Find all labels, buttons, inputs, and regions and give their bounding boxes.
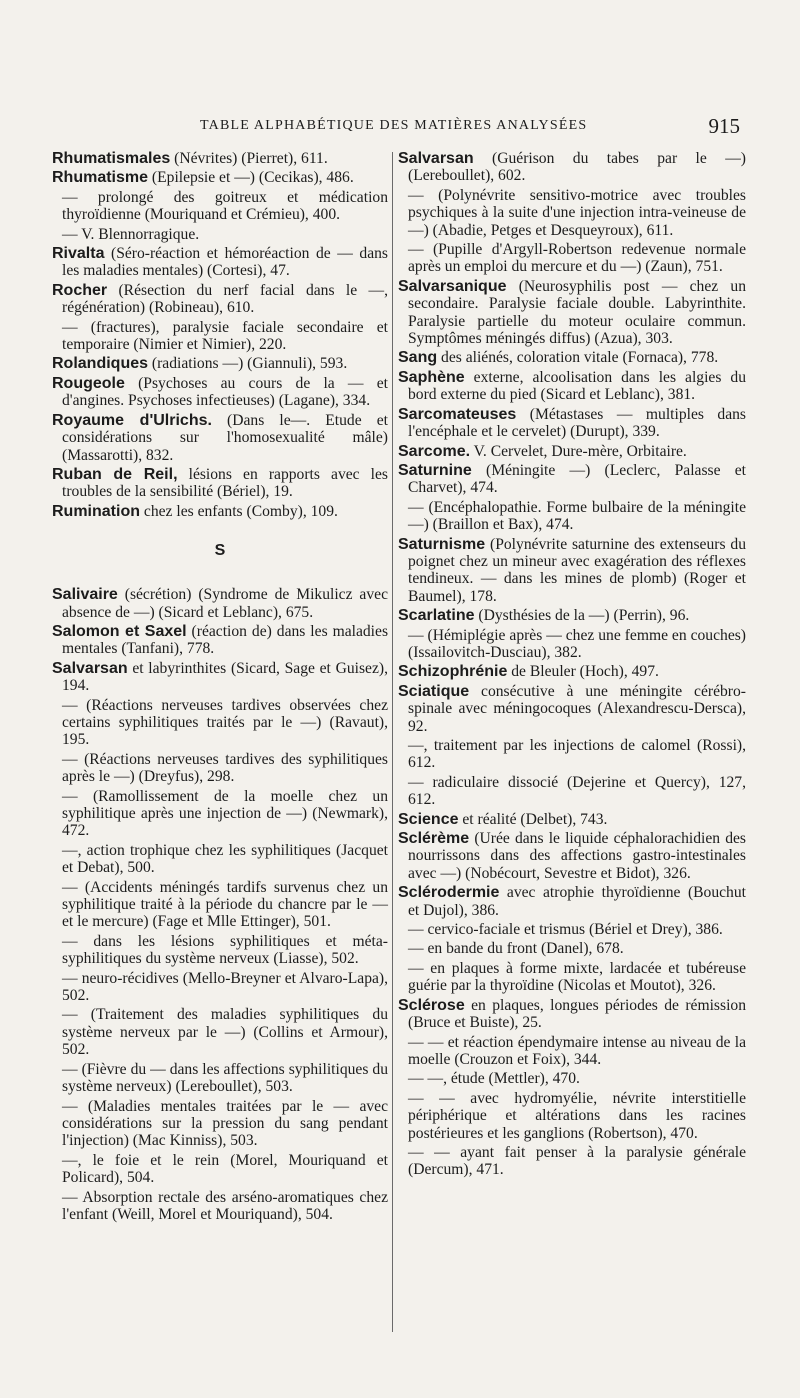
index-entry (398, 1144, 746, 1179)
entry-text: (Séro-réaction et hémoréaction de — dans les maladies mentales) (Cortesi), 47. (62, 245, 388, 280)
index-entry (398, 369, 746, 404)
entry-text: (Urée dans le liquide céphalorachidien des nourrissons dans des affections gastro-intestinales avec —) (Nobécourt, Sevestre et Bidot), 326. (408, 830, 746, 882)
index-entry (398, 884, 746, 919)
entry-text: — (Accidents méningés tardifs survenus chez un syphilitique traité à la période du chancre par le — et le mercure) (Fage et Mlle Ettinger), 501. (62, 878, 388, 931)
entry-headword: Science (398, 810, 459, 828)
entry-text: — (Maladies mentales traitées par le — avec considérations sur la pression du sang pendant l'injection) (Mac Kinniss), 503. (62, 1097, 388, 1150)
entry-text: et labyrinthites (Sicard, Sage et Guisez), 194. (62, 659, 388, 695)
index-entry (398, 349, 746, 366)
entry-text: (Résection du nerf facial dans le —, régénération) (Robineau), 610. (62, 281, 388, 317)
entry-text: V. Cervelet, Dure-mère, Orbitaire. (470, 442, 687, 460)
entry-text: de Bleuler (Hoch), 497. (507, 663, 659, 681)
entry-text: (radiations —) (Giannuli), 593. (148, 355, 348, 373)
index-entry (52, 751, 388, 786)
index-entry (52, 842, 388, 877)
entry-text: — (Réactions nerveuses tardives des syphilitiques après le —) (Dreyfus), 298. (62, 750, 388, 786)
index-entry (398, 627, 746, 662)
entry-headword: Salomon et Saxel (52, 622, 187, 640)
entry-text: consécutive à une méningite cérébro-spinale avec méningocoques (Alexandrescu-Dersca), 92. (408, 682, 746, 735)
entry-text: —, traitement par les injections de calomel (Rossi), 612. (408, 737, 746, 772)
index-entry (398, 462, 746, 497)
entry-text: lésions en rapports avec les troubles de la sensibilité (Bériel), 19. (62, 465, 388, 501)
entry-text: (Polynévrite saturnine des extenseurs du poignet chez un mineur avec exagération des réflexes tendineux. — dans les mines de plomb) (Roger et Baumel), 178. (408, 535, 746, 605)
entry-headword: Salvarsan (398, 150, 474, 167)
index-entry (52, 1006, 388, 1058)
entry-text: — (Fièvre du — dans les affections syphilitiques du système nerveux) (Lereboullet), 503. (62, 1060, 388, 1096)
entry-text: (réaction de) dans les maladies mentales (Tanfani), 778. (62, 622, 389, 658)
entry-headword: Sclérème (398, 830, 470, 848)
index-entry (52, 503, 388, 520)
right-column (398, 150, 746, 1181)
index-entry (398, 150, 746, 185)
entry-text: (Dysthésies de la —) (Perrin), 96. (474, 607, 690, 625)
entry-text: — — et réaction épendymaire intense au niveau de la moelle (Crouzon et Foix), 344. (408, 1033, 746, 1068)
entry-headword: Sclérodermie (398, 884, 500, 902)
entry-text: (Psychoses au cours de la — et d'angines. Psychoses infectieuses) (Lagane), 334. (62, 374, 388, 410)
index-entry (52, 282, 388, 317)
index-entry (52, 1152, 388, 1187)
entry-text: — (Encéphalopathie. Forme bulbaire de la méningite —) (Braillon et Bax), 474. (408, 498, 746, 534)
index-entry (398, 737, 746, 772)
entry-text: et réalité (Delbet), 743. (458, 810, 608, 828)
running-title: TABLE ALPHABÉTIQUE DES MATIÈRES ANALYSÉES (200, 118, 588, 133)
entry-headword: Royaume d'Ulrichs. (52, 411, 212, 429)
entry-text: externe, alcoolisation dans les algies du bord externe du pied (Sicard et Leblanc), 381. (408, 368, 746, 404)
entry-headword: Ruban de Reil, (52, 465, 178, 483)
index-entry (52, 150, 388, 167)
index-entry (398, 811, 746, 828)
entry-text: — (Traitement des maladies syphilitiques du système nerveux par le —) (Collins et Armour), 502. (62, 1006, 388, 1059)
entry-headword: Saturnisme (398, 535, 486, 553)
index-entry (398, 1034, 746, 1069)
entry-headword: Rocher (52, 281, 108, 299)
entry-headword: Rivalta (52, 245, 105, 263)
index-entry (398, 683, 746, 735)
index-entry (398, 536, 746, 606)
index-entry (398, 499, 746, 534)
index-entry (52, 412, 388, 464)
index-entry (52, 226, 388, 243)
entry-headword: Sciatique (398, 682, 470, 700)
index-entry (398, 960, 746, 995)
entry-headword: Rhumatisme (52, 169, 149, 187)
entry-text: —, le foie et le rein (Morel, Mouriquand et Policard), 504. (62, 1151, 388, 1187)
column-divider (392, 152, 393, 1332)
entry-text: — radiculaire dissocié (Dejerine et Quercy), 127, 612. (408, 773, 746, 809)
index-entry (398, 607, 746, 624)
entry-headword: Rumination (52, 502, 140, 520)
index-entry (52, 355, 388, 372)
entry-headword: Saturnine (398, 461, 472, 479)
entry-text: — cervico-faciale et trismus (Bériel et Drey), 386. (408, 921, 723, 939)
entry-text: chez les enfants (Comby), 109. (140, 502, 338, 520)
entry-text: (Dans le—. Etude et considérations sur l'homosexualité mâle) (Massarotti), 832. (62, 411, 388, 464)
section-letter: S (214, 542, 226, 560)
entry-headword: Sang (398, 349, 438, 367)
entry-text: — Absorption rectale des arséno-aromatiques chez l'enfant (Weill, Morel et Mouriquand), 504. (62, 1188, 388, 1223)
entry-headword: Salivaire (52, 586, 118, 604)
index-entry (52, 970, 388, 1005)
index-entry (52, 879, 388, 931)
index-entry (398, 997, 746, 1032)
entry-text: (Guérison du tabes par le —) (Lereboullet), 602. (408, 150, 746, 185)
entry-text: — en plaques à forme mixte, lardacée et tubéreuse guérie par la thyroïdine (Nicolas et Moutot), 326. (408, 959, 746, 995)
index-entry (52, 319, 388, 354)
index-entry (52, 169, 388, 186)
entry-headword: Saphène (398, 368, 465, 386)
index-entry (52, 375, 388, 410)
entry-headword: Sarcome. (398, 442, 471, 460)
entry-text: (Neurosyphilis post — chez un secondaire. Paralysie faciale double. Labyrinthite. Paralysie partielle du moteur oculaire commun. Symptômes méningés diffus) (Azua), 303. (408, 277, 746, 348)
index-entry (52, 788, 388, 840)
index-entry (398, 241, 746, 276)
entry-text: (Métastases — multiples dans l'encéphale et le cervelet) (Durupt), 339. (408, 405, 746, 441)
entry-text: — (Réactions nerveuses tardives observées chez certains syphilitiques traités par le —) (Ravaut), 195. (62, 696, 388, 749)
entry-headword: Scarlatine (398, 607, 475, 625)
entry-text: — dans les lésions syphilitiques et méta-syphilitiques du système nerveux (Liasse), 502. (62, 932, 388, 968)
left-entries-s (52, 586, 388, 1223)
entry-text: en plaques, longues périodes de rémission (Bruce et Buiste), 25. (408, 996, 746, 1032)
entry-text: des aliénés, coloration vitale (Fornaca), 778. (437, 349, 719, 367)
index-entry (52, 586, 388, 621)
entry-text: — prolongé des goitreux et médication thyroïdienne (Mouriquand et Crémieu), 400. (62, 188, 388, 224)
entry-text: — (Pupille d'Argyll-Robertson redevenue normale après un emploi du mercure et du —) (Zaun), 751. (408, 241, 746, 276)
index-entry (398, 278, 746, 348)
entry-text: — V. Blennorragique. (62, 225, 200, 243)
index-entry (52, 466, 388, 501)
entry-text: (sécrétion) (Syndrome de Mikulicz avec absence de —) (Sicard et Leblanc), 675. (62, 586, 388, 621)
index-entry (52, 1098, 388, 1150)
index-entry (398, 830, 746, 882)
entry-text: — — ayant fait penser à la paralysie générale (Dercum), 471. (408, 1143, 746, 1179)
entry-headword: Rhumatismales (52, 150, 171, 167)
index-entry (52, 245, 388, 280)
index-entry (398, 940, 746, 957)
entry-text: (Epilepsie et —) (Cecikas), 486. (148, 169, 354, 187)
index-entry (398, 1070, 746, 1087)
page-header (0, 114, 800, 142)
index-entry (398, 1090, 746, 1142)
entry-text: (Névrites) (Pierret), 611. (170, 150, 328, 167)
entry-headword: Rolandiques (52, 355, 149, 373)
index-entry (398, 921, 746, 938)
entry-text: — neuro-récidives (Mello-Breyner et Alvaro-Lapa), 502. (62, 969, 388, 1005)
entry-headword: Salvarsanique (398, 277, 507, 295)
entry-text: — — avec hydromyélie, névrite interstitielle périphérique et altérations dans les racines postérieures et les ganglions (Robertson), 470. (408, 1089, 746, 1142)
entry-text: (Méningite —) (Leclerc, Palasse et Charvet), 474. (408, 461, 746, 497)
entry-headword: Salvarsan (52, 659, 128, 677)
index-entry (52, 623, 388, 658)
index-entry (52, 933, 388, 968)
entry-text: — (Hémiplégie après — chez une femme en couches) (Issailovitch-Dusciau), 382. (408, 626, 746, 661)
entry-text: — (fractures), paralysie faciale secondaire et temporaire (Nimier et Nimier), 220. (62, 318, 388, 354)
entry-headword: Rougeole (52, 374, 125, 392)
entry-text: avec atrophie thyroïdienne (Bouchut et Dujol), 386. (408, 884, 746, 919)
entry-text: — (Ramollissement de la moelle chez un syphilitique après une injection de —) (Newmark), 472. (62, 787, 388, 840)
entry-text: — en bande du front (Danel), 678. (408, 940, 624, 958)
index-entry (52, 660, 388, 695)
index-entry (52, 1061, 388, 1096)
index-entry (52, 189, 388, 224)
entry-text: —, action trophique chez les syphilitiques (Jacquet et Debat), 500. (62, 841, 388, 877)
index-entry (398, 406, 746, 441)
index-entry (398, 774, 746, 809)
index-entry (398, 443, 746, 460)
index-entry (52, 1189, 388, 1224)
entry-headword: Sarcomateuses (398, 405, 517, 423)
right-entries (398, 150, 746, 1179)
index-entry (52, 697, 388, 749)
left-column (52, 150, 388, 1225)
page-number: 915 (708, 114, 740, 138)
index-entry (398, 663, 746, 680)
entry-headword: Schizophrénie (398, 663, 508, 681)
entry-text: — —, étude (Mettler), 470. (408, 1070, 580, 1088)
entry-text: — (Polynévrite sensitivo-motrice avec troubles psychiques à la suite d'une injection intra-veineuse de —) (Abadie, Petges et Desqueyroux), 611. (408, 186, 746, 239)
index-entry (398, 187, 746, 239)
entry-headword: Sclérose (398, 996, 465, 1014)
left-entries-r (52, 150, 388, 520)
